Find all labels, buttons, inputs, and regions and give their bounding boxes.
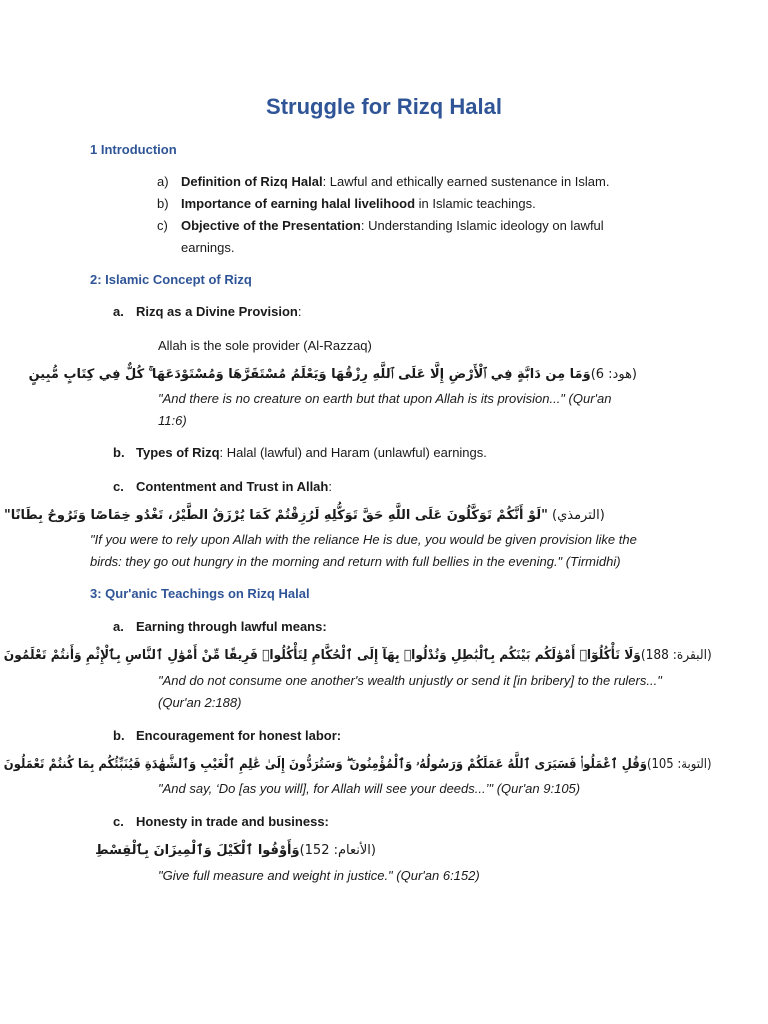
arabic-text: وَقُلِ ٱعْمَلُوا۟ فَسَيَرَى ٱللَّهُ عَمَلَكُمْ وَرَسُولُهُۥ وَٱلْمُؤْمِنُونَ ۖ وَسَتُرَدُّونَ إِلَىٰ عَٰلِمِ ٱلْغَيْبِ وَٱلشَّهَٰدَةِ فَيُنَبِّئُكُم بِمَا كُنتُمْ تَعْمَلُونَ [4, 757, 648, 772]
sub-marker: b. [113, 728, 125, 743]
heading-islamic-concept: 2: Islamic Concept of Rizq [90, 272, 252, 287]
subheading-colon: : [297, 304, 302, 319]
item-bold-label: Objective of the Presentation [181, 218, 361, 233]
subheading-honest-labor: Encouragement for honest labor: [136, 728, 342, 743]
arabic-reference: (الأنعام: 152) [299, 843, 376, 858]
sub-marker: a. [113, 619, 124, 634]
list-item [181, 171, 651, 192]
arabic-reference: (البقرة: 188) [641, 648, 712, 663]
sub-marker: c. [113, 814, 124, 829]
arabic-text: وَلَا تَأْكُلُوٓا۟ أَمْوَٰلَكُم بَيْنَكُم بِٱلْبَٰطِلِ وَتُدْلُوا۟ بِهَآ إِلَى ٱلْحُكَّامِ لِتَأْكُلُوا۟ فَرِيقًا مِّنْ أَمْوَٰلِ ٱلنَّاسِ بِٱلْإِثْمِ وَأَنتُمْ تَعْلَمُونَ [4, 648, 642, 663]
translation: "And do not consume one another's wealth unjustly or send it [in bribery] to the rulers..." [158, 673, 662, 688]
translation: birds: they go out hungry in the morning and return with full bellies in the evening." (Tirmidhi) [90, 554, 621, 569]
list-marker: c) [157, 218, 168, 233]
translation: "And there is no creature on earth but that upon Allah is its provision..." (Qur'an [158, 391, 612, 406]
list-marker: b) [157, 196, 169, 211]
list-item-continuation: earnings. [181, 240, 235, 255]
arabic-hadith [4, 508, 605, 523]
translation: (Qur'an 2:188) [158, 695, 242, 710]
item-bold-label: Importance of earning halal livelihood [181, 196, 416, 211]
item-text: in Islamic teachings. [415, 196, 536, 211]
translation: 11:6) [158, 413, 187, 428]
arabic-text: وَمَا مِن دَابَّةٍ فِي ٱلْأَرْضِ إِلَّا عَلَى ٱللَّهِ رِزْقُهَا وَيَعْلَمُ مُسْتَقَرَّهَا وَمُسْتَوْدَعَهَا ۚ كُلٌّ فِي كِتَابٍ مُّبِينٍ [28, 367, 591, 382]
subheading-rest: : Halal (lawful) and Haram (unlawful) earnings. [219, 445, 487, 460]
item-bold-label: Definition of Rizq Halal [181, 174, 323, 189]
subheading-colon: : [328, 479, 332, 494]
heading-quranic-teachings: 3: Qur'anic Teachings on Rizq Halal [90, 586, 310, 601]
list-item [181, 193, 651, 214]
body-text: Allah is the sole provider (Al-Razzaq) [158, 338, 372, 353]
arabic-reference: (التوبة: 105) [647, 757, 712, 772]
arabic-reference: (هود: 6) [590, 367, 637, 382]
arabic-verse [29, 367, 637, 382]
item-text: : Lawful and ethically earned sustenance in Islam. [322, 174, 610, 189]
translation: "And say, ‘Do [as you will], for Allah will see your deeds...’" (Qur'an 9:105) [158, 781, 581, 796]
arabic-verse [95, 843, 376, 858]
subheading-text: Rizq as a Divine Provision [136, 304, 298, 319]
subheading-honesty-trade: Honesty in trade and business: [136, 814, 329, 829]
translation: "Give full measure and weight in justice." (Qur'an 6:152) [158, 868, 480, 883]
document-title: Struggle for Rizq Halal [266, 94, 502, 119]
sub-marker: b. [113, 445, 125, 460]
heading-introduction: 1 Introduction [90, 142, 177, 157]
arabic-verse [4, 757, 712, 772]
arabic-reference: (الترمذي) [552, 508, 605, 523]
arabic-verse [4, 648, 712, 663]
arabic-text: "لَوْ أَنَّكُمْ تَوَكَّلُونَ عَلَى اللَّهِ حَقَّ تَوَكُّلِهِ لَرُزِقْتُمْ كَمَا يُرْزَقُ الطَّيْرُ، تَغْدُو خِمَاصًا وَتَرُوحُ بِطَانًا" [4, 508, 548, 523]
list-marker: a) [157, 174, 169, 189]
list-item [181, 215, 651, 236]
subheading-lawful-means: Earning through lawful means: [136, 619, 327, 634]
sub-marker: a. [113, 304, 124, 319]
item-text: : Understanding Islamic ideology on lawful [360, 218, 604, 233]
subheading-text: Contentment and Trust in Allah [136, 479, 329, 494]
subheading-types-of-rizq [136, 442, 487, 463]
translation: "If you were to rely upon Allah with the reliance He is due, you would be given provision like the [90, 532, 637, 547]
subheading-contentment [136, 476, 332, 497]
arabic-text: وَأَوْفُوا ٱلْكَيْلَ وَٱلْمِيزَانَ بِٱلْقِسْطِ [95, 843, 300, 858]
subheading-text: Types of Rizq [136, 445, 220, 460]
sub-marker: c. [113, 479, 124, 494]
subheading-divine-provision [136, 301, 301, 322]
